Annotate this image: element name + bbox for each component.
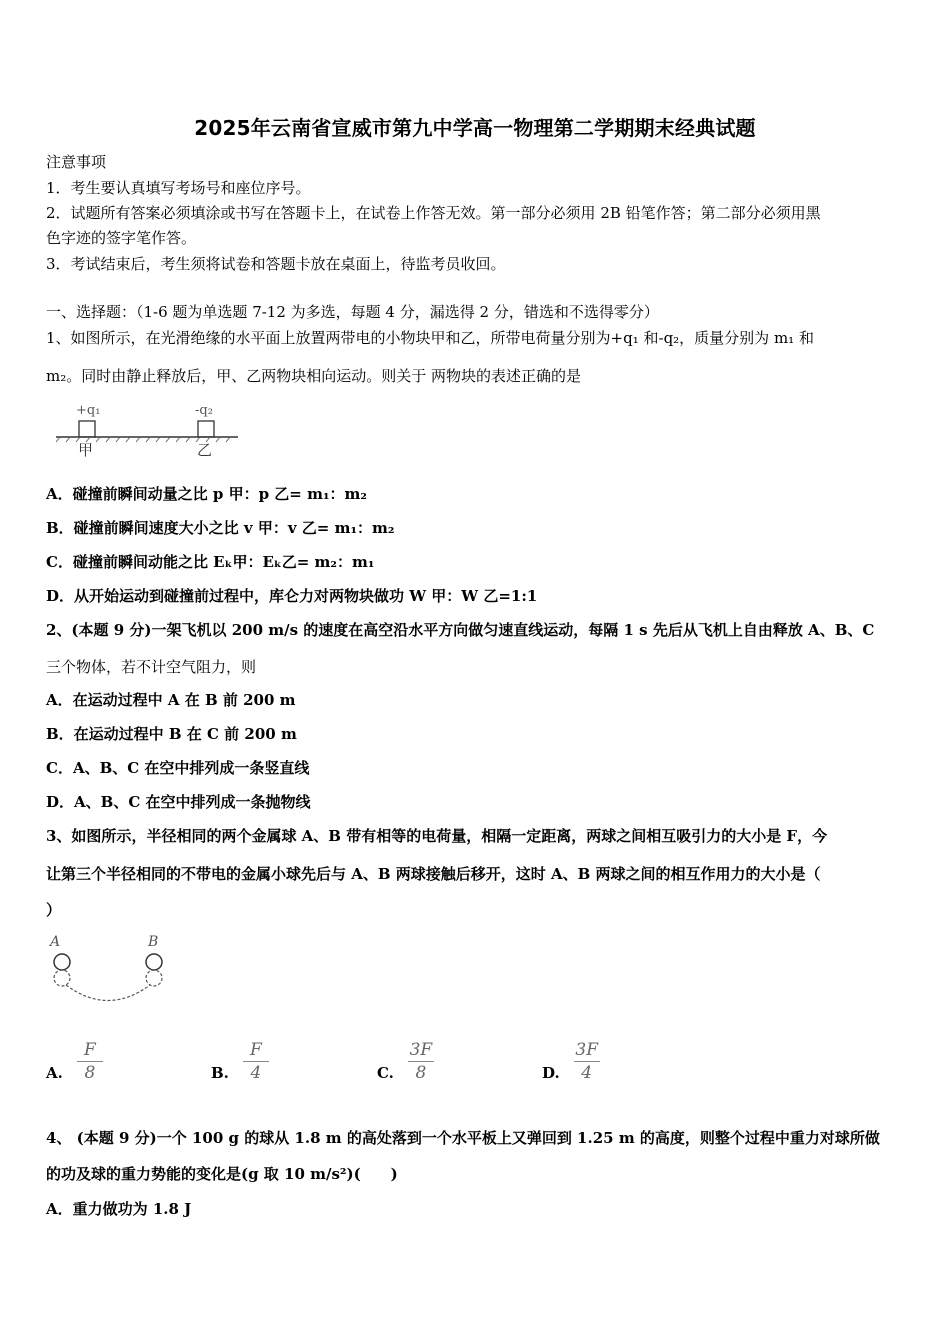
page-title: 2025年云南省宣威市第九中学高一物理第二学期期末经典试题 <box>194 116 756 140</box>
sphere-label-a: A <box>50 934 61 950</box>
question-3-text: ） <box>46 901 62 919</box>
q2-option-c: C．A、B、C 在空中排列成一条竖直线 <box>46 759 310 777</box>
question-4-text: 4、 (本题 9 分)一个 100 g 的球从 1.8 m 的高处落到一个水平板上又弹回到 1.25 m 的高度，则整个过程中重力对球所做 <box>46 1129 880 1147</box>
q1-option-a: A．碰撞前瞬间动量之比 p 甲：p 乙= m₁：m₂ <box>46 485 367 503</box>
fraction: $\frac{F}{4}$ <box>243 1040 269 1083</box>
q1-figure <box>52 398 252 460</box>
q1-option-c: C．碰撞前瞬间动能之比 Eₖ甲：Eₖ乙= m₂：m₁ <box>46 553 375 571</box>
q3-choice-d: D. $\frac{3F}{4}$ <box>542 1040 599 1083</box>
notice-item: 2．试题所有答案必须填涂或书写在答题卡上，在试卷上作答无效。第一部分必须用 2B 铅笔作答；第二部分必须用黑 <box>46 204 821 222</box>
q3-choice-a: A. $\frac{F}{8}$ <box>46 1040 103 1083</box>
block-jia <box>79 421 95 437</box>
q2-option-d: D．A、B、C 在空中排列成一条抛物线 <box>46 793 311 811</box>
section-heading: 一、选择题：（1-6 题为单选题 7-12 为多选，每题 4 分，漏选得 2 分，错选和不选得零分） <box>46 303 659 321</box>
question-3-text: 让第三个半径相同的不带电的金属小球先后与 A、B 两球接触后移开，这时 A、B 两球之间的相互作用力的大小是（ <box>46 865 821 883</box>
block-yi <box>198 421 214 437</box>
sphere-b-path <box>146 970 162 986</box>
q3-choice-c: C. $\frac{3F}{8}$ <box>377 1040 433 1083</box>
q3-choice-b: B. $\frac{F}{4}$ <box>211 1040 269 1083</box>
sphere-b <box>146 954 162 970</box>
question-2-text: 三个物体，若不计空气阻力，则 <box>46 658 257 676</box>
label-jia: 甲 <box>78 441 94 459</box>
q1-option-b: B．碰撞前瞬间速度大小之比 v 甲：v 乙= m₁：m₂ <box>46 519 395 537</box>
q3-figure <box>44 932 174 1010</box>
question-1-text: 1、如图所示，在光滑绝缘的水平面上放置两带电的小物块甲和乙，所带电荷量分别为+q₁ 和-q₂，质量分别为 m₁ 和 <box>46 329 814 347</box>
label-yi: 乙 <box>197 441 213 459</box>
notice-item: 1．考生要认真填写考场号和座位序号。 <box>46 179 311 197</box>
question-1-text: m₂。同时由静止释放后，甲、乙两物块相向运动。则关于 两物块的表述正确的是 <box>46 367 582 385</box>
fraction: $\frac{F}{8}$ <box>77 1040 103 1083</box>
q1-option-d: D．从开始运动到碰撞前过程中，库仑力对两物块做功 W 甲：W 乙=1:1 <box>46 587 538 605</box>
third-sphere-path <box>66 985 150 1001</box>
sphere-label-b: B <box>148 934 159 950</box>
question-2-text: 2、(本题 9 分)一架飞机以 200 m/s 的速度在高空沿水平方向做匀速直线运动，每隔 1 s 先后从飞机上自由释放 A、B、C <box>46 621 875 639</box>
charge-label-left: +q₁ <box>76 403 101 418</box>
sphere-a <box>54 954 70 970</box>
notice-item: 3．考试结束后，考生须将试卷和答题卡放在桌面上，待监考员收回。 <box>46 255 506 273</box>
sphere-a-path <box>54 970 70 986</box>
q4-option-a: A．重力做功为 1.8 J <box>46 1200 192 1218</box>
q2-option-b: B．在运动过程中 B 在 C 前 200 m <box>46 725 297 743</box>
question-4-text: 的功及球的重力势能的变化是(g 取 10 m/s²)( ) <box>46 1165 398 1183</box>
q2-option-a: A．在运动过程中 A 在 B 前 200 m <box>46 691 296 709</box>
fraction: $\frac{3F}{4}$ <box>575 1040 599 1083</box>
notice-heading: 注意事项 <box>46 153 107 171</box>
fraction: $\frac{3F}{8}$ <box>409 1040 433 1083</box>
notice-item: 色字迹的签字笔作答。 <box>46 229 197 247</box>
charge-label-right: -q₂ <box>195 403 213 418</box>
question-3-text: 3、如图所示，半径相同的两个金属球 A、B 带有相等的电荷量，相隔一定距离，两球之间相互吸引力的大小是 F，今 <box>46 827 828 845</box>
